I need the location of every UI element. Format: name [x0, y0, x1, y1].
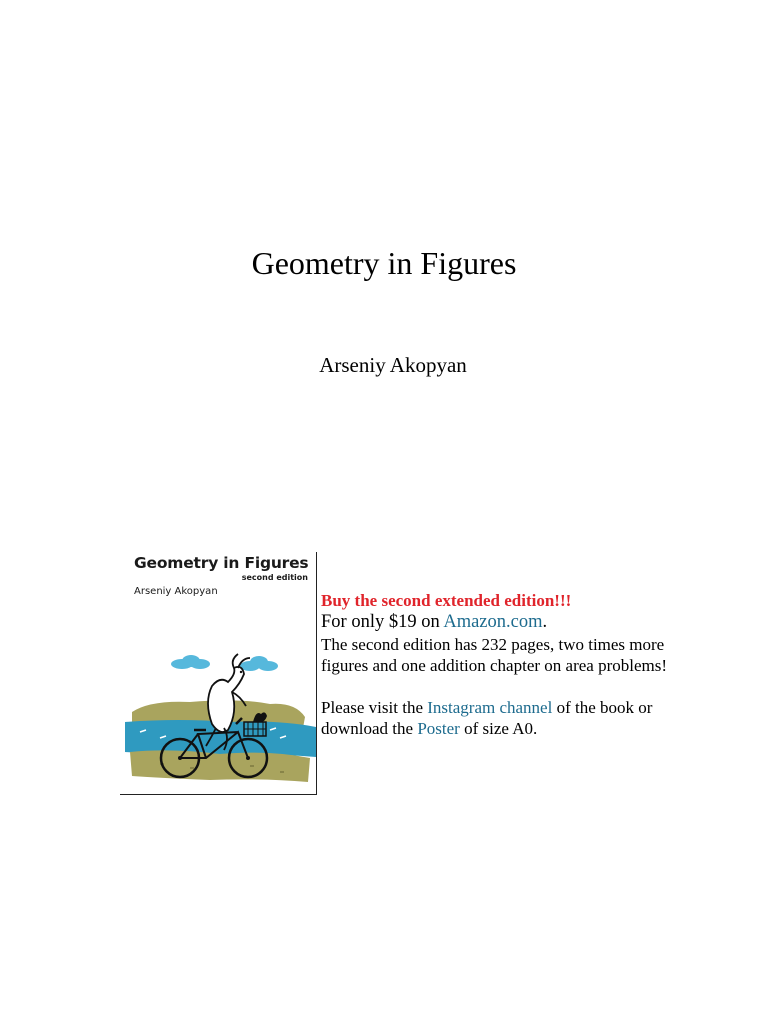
instagram-link[interactable]: Instagram channel — [427, 698, 553, 717]
cover-title: Geometry in Figures — [134, 554, 309, 572]
visit-prefix: Please visit the — [321, 698, 428, 717]
price-line — [321, 612, 681, 633]
price-suffix: . — [542, 612, 548, 632]
book-cover[interactable] — [120, 552, 317, 795]
document-author: Arseniy Akopyan — [319, 353, 467, 377]
visit-middle: of the book or download the — [321, 698, 653, 738]
cloud-icon — [171, 655, 210, 669]
visit-line — [321, 697, 673, 739]
cover-edition: second edition — [241, 573, 308, 582]
promo-block — [321, 590, 681, 739]
document-title: Geometry in Figures — [251, 245, 517, 281]
visit-suffix: of size A0. — [459, 719, 538, 738]
price-prefix: For only $19 on — [321, 612, 444, 632]
cover-author: Arseniy Akopyan — [134, 586, 218, 597]
edition-description: The second edition has 232 pages, two times more figures and one addition chapter on area problems! — [321, 635, 668, 675]
buy-headline: Buy the second extended edition!!! — [321, 591, 572, 610]
poster-link[interactable]: Poster — [417, 719, 460, 738]
amazon-link[interactable]: Amazon.com — [443, 612, 543, 632]
